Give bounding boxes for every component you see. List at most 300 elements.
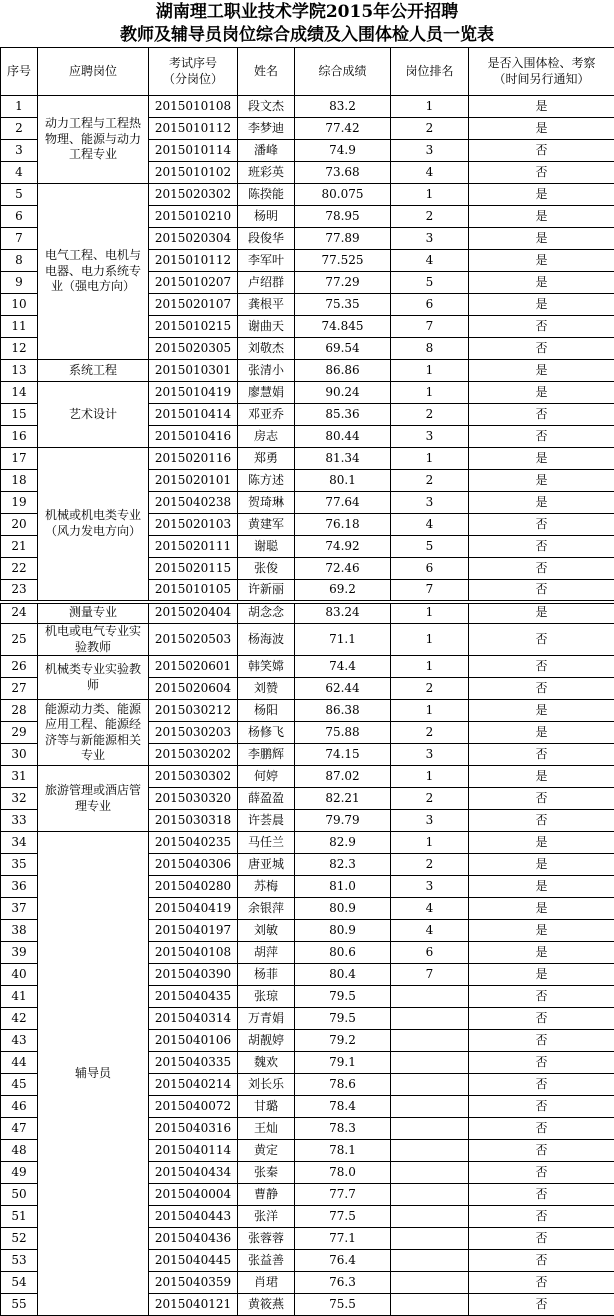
name-cell: 韩笑嫦	[238, 656, 295, 678]
table-row	[1, 624, 614, 656]
shortlist-cell: 是	[469, 228, 614, 250]
exam-no-cell: 2015020116	[149, 448, 238, 470]
row-number-cell: 19	[1, 492, 38, 514]
shortlist-cell: 是	[469, 272, 614, 294]
name-cell: 谢曲天	[238, 316, 295, 338]
row-number-cell: 22	[1, 558, 38, 580]
exam-no-cell: 2015040280	[149, 876, 238, 898]
rank-cell: 1	[391, 448, 469, 470]
row-number-cell: 46	[1, 1096, 38, 1118]
exam-no-cell: 2015040238	[149, 492, 238, 514]
position-cell: 动力工程与工程热物理、能源与动力工程专业	[38, 96, 149, 184]
score-cell: 74.9	[295, 140, 391, 162]
name-cell: 刘敏	[238, 920, 295, 942]
name-cell: 贺琦琳	[238, 492, 295, 514]
name-cell: 刘赞	[238, 678, 295, 700]
col-header-position: 应聘岗位	[38, 48, 149, 96]
score-cell: 72.46	[295, 558, 391, 580]
row-number-cell: 20	[1, 514, 38, 536]
shortlist-cell: 否	[469, 986, 614, 1008]
exam-no-cell: 2015010102	[149, 162, 238, 184]
row-number-cell: 52	[1, 1228, 38, 1250]
row-number-cell: 18	[1, 470, 38, 492]
position-cell: 机电或电气专业实验教师	[38, 624, 149, 656]
name-cell: 谢聪	[238, 536, 295, 558]
rank-cell: 2	[391, 722, 469, 744]
score-cell: 85.36	[295, 404, 391, 426]
shortlist-cell: 是	[469, 206, 614, 228]
score-cell: 78.0	[295, 1162, 391, 1184]
rank-cell: 2	[391, 470, 469, 492]
name-cell: 李梦迪	[238, 118, 295, 140]
row-number-cell: 44	[1, 1052, 38, 1074]
rank-cell: 6	[391, 942, 469, 964]
score-cell: 78.1	[295, 1140, 391, 1162]
name-cell: 胡萍	[238, 942, 295, 964]
score-cell: 77.89	[295, 228, 391, 250]
rank-cell	[391, 1250, 469, 1272]
score-cell: 86.86	[295, 360, 391, 382]
score-cell: 78.6	[295, 1074, 391, 1096]
score-cell: 80.9	[295, 920, 391, 942]
exam-no-cell: 2015010112	[149, 250, 238, 272]
shortlist-cell: 是	[469, 964, 614, 986]
row-number-cell: 30	[1, 744, 38, 766]
score-cell: 73.68	[295, 162, 391, 184]
score-cell: 79.5	[295, 1008, 391, 1030]
rank-cell: 1	[391, 656, 469, 678]
score-cell: 74.92	[295, 536, 391, 558]
name-cell: 陈揆能	[238, 184, 295, 206]
row-number-cell: 45	[1, 1074, 38, 1096]
name-cell: 余银萍	[238, 898, 295, 920]
name-cell: 廖慧娟	[238, 382, 295, 404]
position-cell: 机械或机电类专业（风力发电方向）	[38, 448, 149, 602]
exam-no-cell: 2015040072	[149, 1096, 238, 1118]
rank-cell: 7	[391, 964, 469, 986]
col-header-name: 姓名	[238, 48, 295, 96]
score-cell: 82.9	[295, 832, 391, 854]
row-number-cell: 49	[1, 1162, 38, 1184]
rank-cell	[391, 1052, 469, 1074]
shortlist-cell: 是	[469, 602, 614, 624]
exam-no-cell: 2015030203	[149, 722, 238, 744]
name-cell: 张益善	[238, 1250, 295, 1272]
score-cell: 76.3	[295, 1272, 391, 1294]
score-cell: 82.21	[295, 788, 391, 810]
name-cell: 胡念念	[238, 602, 295, 624]
shortlist-cell: 是	[469, 766, 614, 788]
shortlist-cell: 是	[469, 492, 614, 514]
exam-no-cell: 2015010301	[149, 360, 238, 382]
col-header-shortlist-line2: （时间另行通知）	[471, 72, 612, 88]
row-number-cell: 27	[1, 678, 38, 700]
name-cell: 薛盈盈	[238, 788, 295, 810]
name-cell: 杨修飞	[238, 722, 295, 744]
row-number-cell: 8	[1, 250, 38, 272]
score-cell: 83.24	[295, 602, 391, 624]
exam-no-cell: 2015030318	[149, 810, 238, 832]
exam-no-cell: 2015040390	[149, 964, 238, 986]
rank-cell: 4	[391, 162, 469, 184]
row-number-cell: 6	[1, 206, 38, 228]
exam-no-cell: 2015040106	[149, 1030, 238, 1052]
rank-cell: 3	[391, 228, 469, 250]
score-cell: 76.18	[295, 514, 391, 536]
score-cell: 69.2	[295, 580, 391, 602]
row-number-cell: 29	[1, 722, 38, 744]
title-line1: 湖南理工职业技术学院2015年公开招聘	[0, 1, 614, 24]
exam-no-cell: 2015020107	[149, 294, 238, 316]
name-cell: 刘敬杰	[238, 338, 295, 360]
row-number-cell: 37	[1, 898, 38, 920]
rank-cell: 2	[391, 404, 469, 426]
name-cell: 何婷	[238, 766, 295, 788]
score-cell: 80.1	[295, 470, 391, 492]
rank-cell: 4	[391, 514, 469, 536]
exam-no-cell: 2015040436	[149, 1228, 238, 1250]
exam-no-cell: 2015020115	[149, 558, 238, 580]
shortlist-cell: 是	[469, 360, 614, 382]
exam-no-cell: 2015020101	[149, 470, 238, 492]
name-cell: 苏梅	[238, 876, 295, 898]
rank-cell: 3	[391, 140, 469, 162]
row-number-cell: 35	[1, 854, 38, 876]
table-row	[1, 96, 614, 118]
exam-no-cell: 2015010207	[149, 272, 238, 294]
document-title	[0, 0, 614, 47]
shortlist-cell: 否	[469, 536, 614, 558]
row-number-cell: 7	[1, 228, 38, 250]
rank-cell	[391, 1294, 469, 1316]
exam-no-cell: 2015030212	[149, 700, 238, 722]
position-cell: 艺术设计	[38, 382, 149, 448]
shortlist-cell: 是	[469, 118, 614, 140]
rank-cell	[391, 1074, 469, 1096]
score-cell: 71.1	[295, 624, 391, 656]
score-cell: 78.4	[295, 1096, 391, 1118]
rank-cell: 1	[391, 96, 469, 118]
rank-cell	[391, 1206, 469, 1228]
row-number-cell: 47	[1, 1118, 38, 1140]
position-cell: 测量专业	[38, 602, 149, 624]
shortlist-cell: 是	[469, 920, 614, 942]
row-number-cell: 12	[1, 338, 38, 360]
score-cell: 83.2	[295, 96, 391, 118]
score-cell: 80.4	[295, 964, 391, 986]
row-number-cell: 24	[1, 602, 38, 624]
rank-cell: 3	[391, 492, 469, 514]
shortlist-cell: 是	[469, 294, 614, 316]
header-row	[1, 48, 614, 96]
score-cell: 79.5	[295, 986, 391, 1008]
name-cell: 刘长乐	[238, 1074, 295, 1096]
name-cell: 黄建军	[238, 514, 295, 536]
name-cell: 段文杰	[238, 96, 295, 118]
rank-cell: 4	[391, 250, 469, 272]
exam-no-cell: 2015040235	[149, 832, 238, 854]
name-cell: 甘璐	[238, 1096, 295, 1118]
exam-no-cell: 2015040419	[149, 898, 238, 920]
shortlist-cell: 否	[469, 1118, 614, 1140]
col-header-rank: 岗位排名	[391, 48, 469, 96]
exam-no-cell: 2015040114	[149, 1140, 238, 1162]
score-cell: 75.35	[295, 294, 391, 316]
rank-cell	[391, 1008, 469, 1030]
rank-cell: 4	[391, 920, 469, 942]
row-number-cell: 40	[1, 964, 38, 986]
name-cell: 黄筱燕	[238, 1294, 295, 1316]
name-cell: 张洋	[238, 1206, 295, 1228]
name-cell: 马任兰	[238, 832, 295, 854]
score-cell: 69.54	[295, 338, 391, 360]
row-number-cell: 48	[1, 1140, 38, 1162]
shortlist-cell: 是	[469, 832, 614, 854]
row-number-cell: 55	[1, 1294, 38, 1316]
rank-cell: 8	[391, 338, 469, 360]
rank-cell: 1	[391, 382, 469, 404]
row-number-cell: 39	[1, 942, 38, 964]
col-header-seq: 序号	[1, 48, 38, 96]
rank-cell	[391, 986, 469, 1008]
shortlist-cell: 否	[469, 1052, 614, 1074]
rank-cell: 1	[391, 624, 469, 656]
name-cell: 张俊	[238, 558, 295, 580]
exam-no-cell: 2015020601	[149, 656, 238, 678]
results-table	[0, 47, 614, 1316]
rank-cell: 5	[391, 272, 469, 294]
exam-no-cell: 2015020302	[149, 184, 238, 206]
exam-no-cell: 2015040214	[149, 1074, 238, 1096]
score-cell: 77.29	[295, 272, 391, 294]
rank-cell: 1	[391, 602, 469, 624]
position-cell: 旅游管理或酒店管理专业	[38, 766, 149, 832]
exam-no-cell: 2015040335	[149, 1052, 238, 1074]
shortlist-cell: 是	[469, 250, 614, 272]
row-number-cell: 26	[1, 656, 38, 678]
row-number-cell: 51	[1, 1206, 38, 1228]
shortlist-cell: 否	[469, 678, 614, 700]
shortlist-cell: 否	[469, 1184, 614, 1206]
shortlist-cell: 是	[469, 184, 614, 206]
rank-cell	[391, 1184, 469, 1206]
shortlist-cell: 否	[469, 140, 614, 162]
shortlist-cell: 是	[469, 96, 614, 118]
shortlist-cell: 是	[469, 470, 614, 492]
position-cell: 机械类专业实验教师	[38, 656, 149, 700]
exam-no-cell: 2015040359	[149, 1272, 238, 1294]
score-cell: 79.1	[295, 1052, 391, 1074]
shortlist-cell: 否	[469, 558, 614, 580]
row-number-cell: 9	[1, 272, 38, 294]
shortlist-cell: 否	[469, 1140, 614, 1162]
table-row	[1, 360, 614, 382]
exam-no-cell: 2015010414	[149, 404, 238, 426]
exam-no-cell: 2015040314	[149, 1008, 238, 1030]
rank-cell	[391, 1118, 469, 1140]
exam-no-cell: 2015030320	[149, 788, 238, 810]
exam-no-cell: 2015040443	[149, 1206, 238, 1228]
row-number-cell: 54	[1, 1272, 38, 1294]
shortlist-cell: 否	[469, 656, 614, 678]
score-cell: 74.15	[295, 744, 391, 766]
exam-no-cell: 2015020304	[149, 228, 238, 250]
score-cell: 80.44	[295, 426, 391, 448]
row-number-cell: 41	[1, 986, 38, 1008]
rank-cell: 2	[391, 206, 469, 228]
score-cell: 76.4	[295, 1250, 391, 1272]
score-cell: 90.24	[295, 382, 391, 404]
col-header-exam-no	[149, 48, 238, 96]
exam-no-cell: 2015020103	[149, 514, 238, 536]
row-number-cell: 25	[1, 624, 38, 656]
shortlist-cell: 否	[469, 1272, 614, 1294]
position-cell: 辅导员	[38, 832, 149, 1316]
exam-no-cell: 2015030302	[149, 766, 238, 788]
name-cell: 邓亚乔	[238, 404, 295, 426]
exam-no-cell: 2015040108	[149, 942, 238, 964]
rank-cell	[391, 1140, 469, 1162]
score-cell: 79.2	[295, 1030, 391, 1052]
row-number-cell: 38	[1, 920, 38, 942]
rank-cell: 2	[391, 854, 469, 876]
name-cell: 万青娟	[238, 1008, 295, 1030]
rank-cell	[391, 1030, 469, 1052]
title-line2: 教师及辅导员岗位综合成绩及入围体检人员一览表	[0, 24, 614, 47]
name-cell: 胡靓婷	[238, 1030, 295, 1052]
rank-cell: 3	[391, 810, 469, 832]
row-number-cell: 33	[1, 810, 38, 832]
row-number-cell: 4	[1, 162, 38, 184]
exam-no-cell: 2015010419	[149, 382, 238, 404]
exam-no-cell: 2015010210	[149, 206, 238, 228]
score-cell: 62.44	[295, 678, 391, 700]
shortlist-cell: 否	[469, 1030, 614, 1052]
col-header-exam-no-line1: 考试序号	[151, 56, 235, 72]
table-row	[1, 832, 614, 854]
shortlist-cell: 是	[469, 448, 614, 470]
rank-cell: 3	[391, 744, 469, 766]
table-row	[1, 602, 614, 624]
exam-no-cell: 2015040316	[149, 1118, 238, 1140]
rank-cell: 5	[391, 536, 469, 558]
rank-cell: 6	[391, 558, 469, 580]
score-cell: 77.5	[295, 1206, 391, 1228]
shortlist-cell: 否	[469, 1206, 614, 1228]
score-cell: 86.38	[295, 700, 391, 722]
name-cell: 张蓉蓉	[238, 1228, 295, 1250]
shortlist-cell: 是	[469, 700, 614, 722]
shortlist-cell: 否	[469, 1228, 614, 1250]
rank-cell: 4	[391, 898, 469, 920]
score-cell: 74.845	[295, 316, 391, 338]
rank-cell: 2	[391, 788, 469, 810]
score-cell: 78.3	[295, 1118, 391, 1140]
shortlist-cell: 否	[469, 744, 614, 766]
score-cell: 74.4	[295, 656, 391, 678]
table-row	[1, 700, 614, 722]
score-cell: 77.7	[295, 1184, 391, 1206]
shortlist-cell: 否	[469, 1294, 614, 1316]
rank-cell: 1	[391, 766, 469, 788]
row-number-cell: 34	[1, 832, 38, 854]
name-cell: 潘峰	[238, 140, 295, 162]
exam-no-cell: 2015020604	[149, 678, 238, 700]
row-number-cell: 13	[1, 360, 38, 382]
exam-no-cell: 2015040445	[149, 1250, 238, 1272]
score-cell: 75.5	[295, 1294, 391, 1316]
name-cell: 杨菲	[238, 964, 295, 986]
shortlist-cell: 否	[469, 788, 614, 810]
rank-cell: 7	[391, 580, 469, 602]
row-number-cell: 53	[1, 1250, 38, 1272]
rank-cell	[391, 1228, 469, 1250]
shortlist-cell: 否	[469, 1096, 614, 1118]
score-cell: 77.1	[295, 1228, 391, 1250]
row-number-cell: 2	[1, 118, 38, 140]
name-cell: 曹静	[238, 1184, 295, 1206]
shortlist-cell: 否	[469, 810, 614, 832]
shortlist-cell: 是	[469, 854, 614, 876]
row-number-cell: 32	[1, 788, 38, 810]
score-cell: 80.9	[295, 898, 391, 920]
shortlist-cell: 否	[469, 162, 614, 184]
name-cell: 班彩英	[238, 162, 295, 184]
row-number-cell: 42	[1, 1008, 38, 1030]
table-row	[1, 382, 614, 404]
rank-cell	[391, 1162, 469, 1184]
shortlist-cell: 否	[469, 624, 614, 656]
score-cell: 81.34	[295, 448, 391, 470]
shortlist-cell: 是	[469, 876, 614, 898]
name-cell: 黄定	[238, 1140, 295, 1162]
score-cell: 77.42	[295, 118, 391, 140]
shortlist-cell: 否	[469, 580, 614, 602]
score-cell: 77.64	[295, 492, 391, 514]
score-cell: 79.79	[295, 810, 391, 832]
rank-cell: 6	[391, 294, 469, 316]
shortlist-cell: 否	[469, 316, 614, 338]
rank-cell: 3	[391, 426, 469, 448]
score-cell: 78.95	[295, 206, 391, 228]
score-cell: 81.0	[295, 876, 391, 898]
rank-cell	[391, 1096, 469, 1118]
row-number-cell: 23	[1, 580, 38, 602]
name-cell: 杨海波	[238, 624, 295, 656]
exam-no-cell: 2015010112	[149, 118, 238, 140]
rank-cell: 1	[391, 360, 469, 382]
name-cell: 李鹏辉	[238, 744, 295, 766]
exam-no-cell: 2015020111	[149, 536, 238, 558]
row-number-cell: 28	[1, 700, 38, 722]
exam-no-cell: 2015010215	[149, 316, 238, 338]
name-cell: 唐亚城	[238, 854, 295, 876]
name-cell: 杨阳	[238, 700, 295, 722]
position-cell: 能源动力类、能源应用工程、能源经济等与新能源相关专业	[38, 700, 149, 766]
score-cell: 80.6	[295, 942, 391, 964]
name-cell: 张清小	[238, 360, 295, 382]
table-row	[1, 184, 614, 206]
rank-cell: 2	[391, 118, 469, 140]
shortlist-cell: 否	[469, 426, 614, 448]
rank-cell: 3	[391, 876, 469, 898]
exam-no-cell: 2015020305	[149, 338, 238, 360]
col-header-score: 综合成绩	[295, 48, 391, 96]
name-cell: 魏欢	[238, 1052, 295, 1074]
row-number-cell: 3	[1, 140, 38, 162]
rank-cell	[391, 1272, 469, 1294]
row-number-cell: 10	[1, 294, 38, 316]
